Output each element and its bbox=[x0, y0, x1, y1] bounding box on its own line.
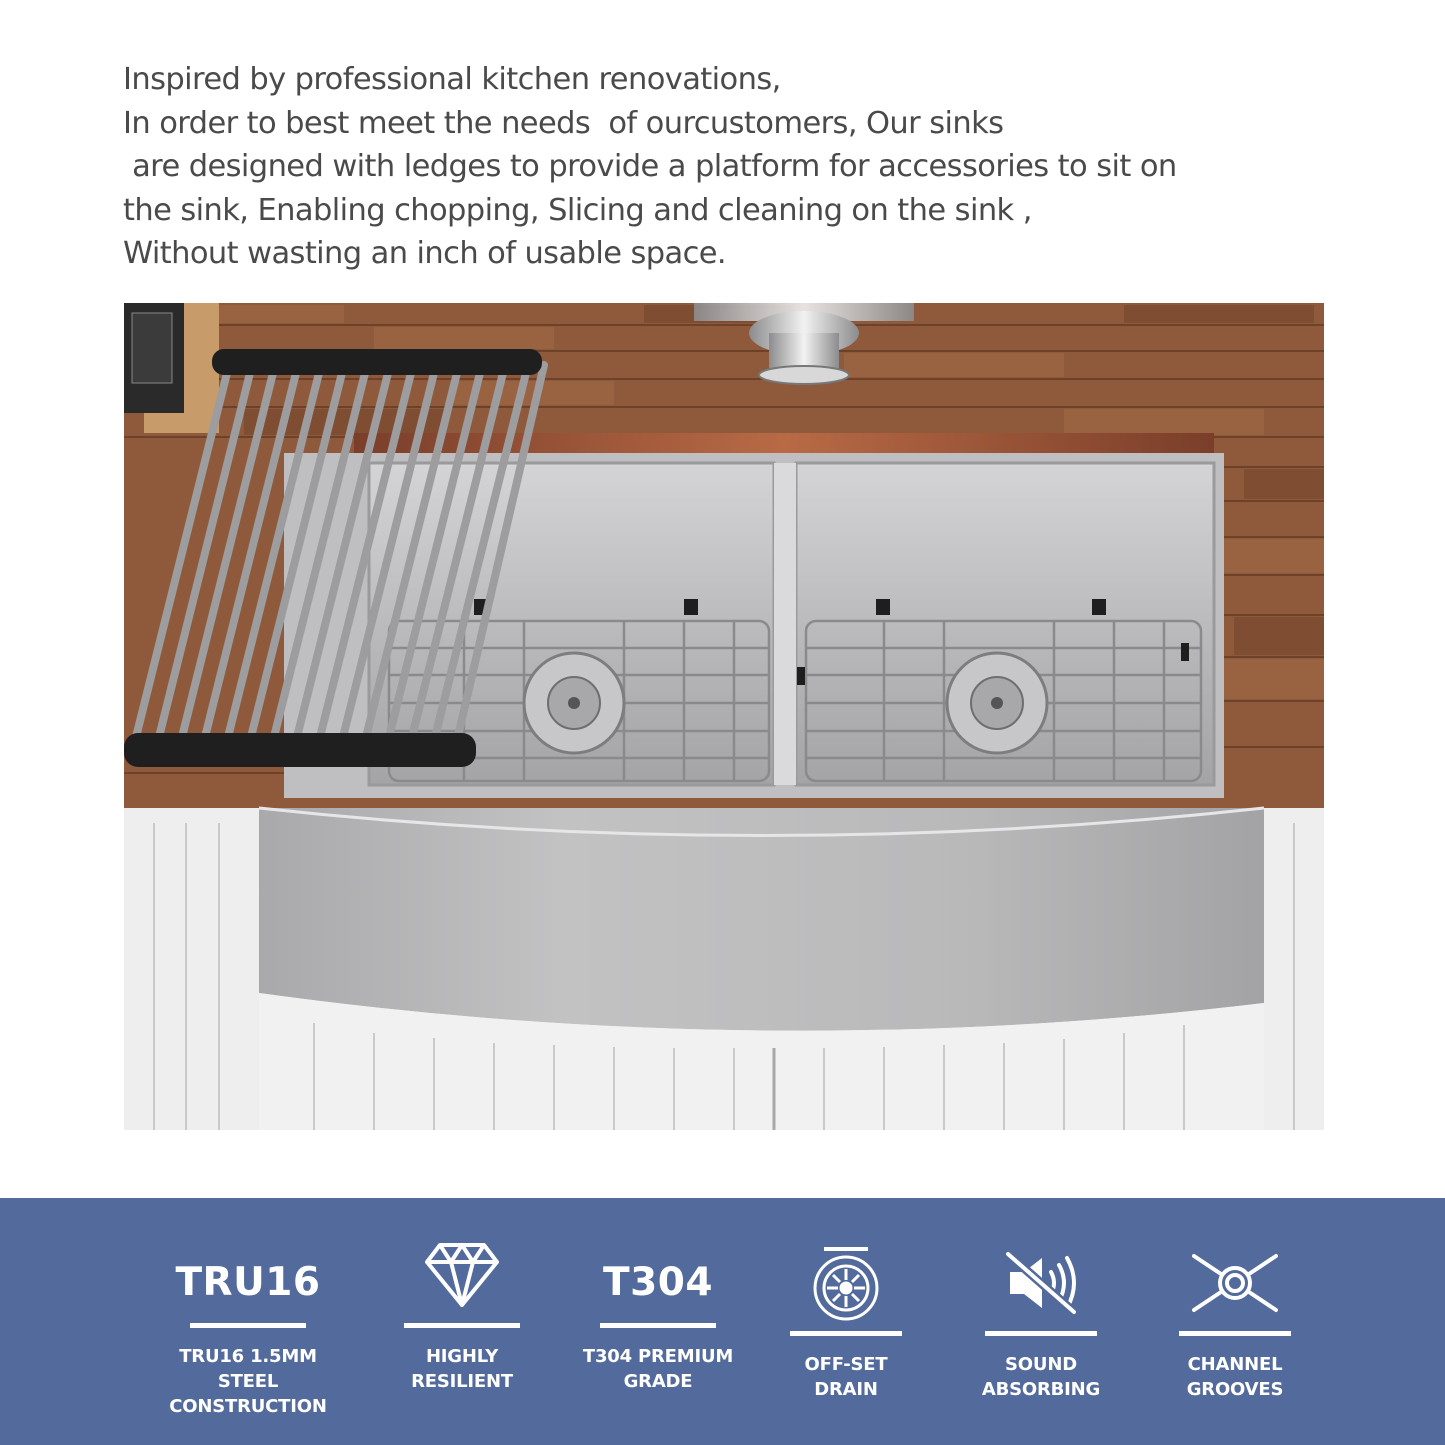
feature-label-line: OFF-SET bbox=[804, 1354, 888, 1375]
feature-divider bbox=[190, 1323, 306, 1328]
intro-text bbox=[123, 58, 1323, 276]
feature-label-line: GRADE bbox=[623, 1371, 693, 1392]
intro-line: Without wasting an inch of usable space. bbox=[123, 236, 727, 271]
feature-label bbox=[362, 1344, 562, 1394]
feature-label-line: DRAIN bbox=[814, 1379, 878, 1400]
feature-label-line: ABSORBING bbox=[981, 1379, 1101, 1400]
feature-label bbox=[558, 1344, 758, 1394]
feature-highly-resilient bbox=[362, 1198, 562, 1445]
feature-offset-drain bbox=[746, 1198, 946, 1445]
feature-label bbox=[1135, 1352, 1335, 1402]
feature-badge: T304 bbox=[602, 1260, 713, 1305]
feature-badge: TRU16 bbox=[175, 1260, 321, 1305]
feature-label-line: CONSTRUCTION bbox=[169, 1396, 327, 1417]
farmhouse-apron bbox=[259, 808, 1264, 1031]
feature-label bbox=[941, 1352, 1141, 1402]
feature-divider bbox=[404, 1323, 520, 1328]
intro-line: are designed with ledges to provide a platform for accessories to sit on bbox=[123, 149, 1177, 184]
feature-divider bbox=[1179, 1331, 1291, 1336]
feature-label-line: TRU16 1.5MM STEEL bbox=[179, 1346, 317, 1392]
feature-label-line: RESILIENT bbox=[411, 1371, 513, 1392]
channel-grooves-icon bbox=[1190, 1252, 1280, 1318]
feature-channel-grooves bbox=[1135, 1198, 1335, 1445]
feature-label bbox=[148, 1344, 348, 1419]
intro-line: the sink, Enabling chopping, Slicing and cleaning on the sink , bbox=[123, 192, 1032, 228]
feature-tru16 bbox=[148, 1198, 348, 1445]
feature-divider bbox=[790, 1331, 902, 1336]
sink-product-photo bbox=[124, 303, 1324, 1130]
intro-line: Inspired by professional kitchen renovations, bbox=[123, 62, 781, 97]
feature-divider bbox=[985, 1331, 1097, 1336]
feature-label-line: HIGHLY bbox=[425, 1346, 499, 1367]
feature-label-line: SOUND bbox=[1005, 1354, 1077, 1375]
diamond-icon bbox=[424, 1242, 500, 1312]
feature-band bbox=[0, 1198, 1445, 1445]
feature-label-line: T304 PREMIUM bbox=[582, 1346, 734, 1367]
feature-label-line: CHANNEL bbox=[1187, 1354, 1283, 1375]
intro-line: In order to best meet the needs of ourcustomers, Our sinks bbox=[123, 105, 1004, 141]
feature-label-line: GROOVES bbox=[1186, 1379, 1284, 1400]
drain-icon bbox=[811, 1246, 881, 1326]
muted-speaker-icon bbox=[1004, 1250, 1078, 1320]
feature-t304 bbox=[558, 1198, 758, 1445]
feature-label bbox=[746, 1352, 946, 1402]
feature-sound-absorbing bbox=[941, 1198, 1141, 1445]
feature-divider bbox=[600, 1323, 716, 1328]
